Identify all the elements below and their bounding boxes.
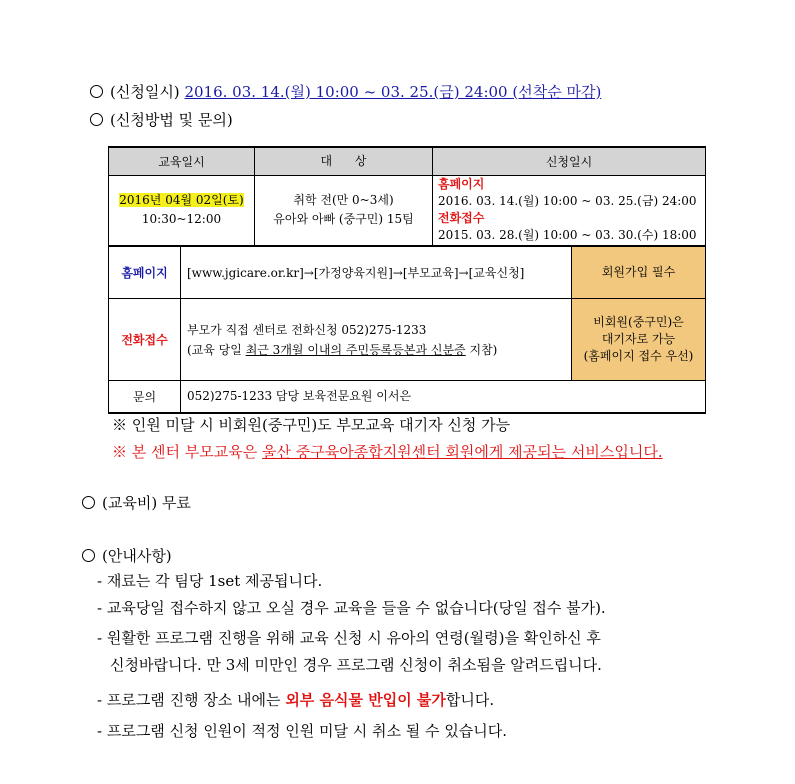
guide-item-1: - 재료는 각 팀당 1set 제공됩니다. xyxy=(97,572,323,590)
edu-datetime xyxy=(109,175,255,246)
guide-item-4-pre: - 프로그램 진행 장소 내에는 xyxy=(97,691,286,709)
homepage-period-label: 홈페이지 xyxy=(438,177,485,192)
fee-label: (교육비) 무료 xyxy=(102,494,191,512)
target-line2: 유아와 아빠 (중구민) 15팀 xyxy=(273,212,414,227)
info-row-inquiry xyxy=(109,381,706,413)
info-table xyxy=(108,246,706,414)
homepage-path: [www.jgicare.or.kr]→[가정양육지원]→[부모교육]→[교육신청] xyxy=(181,247,572,299)
note-2 xyxy=(112,441,663,462)
circle-bullet-icon xyxy=(90,113,103,126)
phone-line2-pre: (교육 당일 xyxy=(187,342,246,357)
header-target: 대 상 xyxy=(255,147,433,175)
header-date: 교육일시 xyxy=(109,147,255,175)
application-label: (신청일시) xyxy=(110,83,180,101)
phone-period-label: 전화접수 xyxy=(438,211,485,226)
homepage-period: 2016. 03. 14.(월) 10:00 ~ 03. 25.(금) 24:00 xyxy=(438,194,697,209)
phone-note xyxy=(572,299,706,381)
note-2-underlined: 울산 중구육아종합지원센터 회원에게 제공되는 서비스입니다. xyxy=(262,443,663,461)
phone-period: 2015. 03. 28.(월) 10:00 ~ 03. 30.(수) 18:00 xyxy=(438,228,697,243)
header-period: 신청일시 xyxy=(433,147,706,175)
guide-item-4-post: 합니다. xyxy=(445,691,495,709)
edu-date: 2016년 04월 02일(토) xyxy=(119,193,244,208)
phone-note-1: 비회원(중구민)은 xyxy=(593,315,684,329)
inquiry-text: 052)275-1233 담당 보육전문요원 이서은 xyxy=(181,381,706,413)
phone-desc xyxy=(181,299,572,381)
info-row-homepage xyxy=(109,247,706,299)
phone-line2-required: 최근 3개월 이내의 주민등록등본과 신분증 xyxy=(245,342,466,357)
guide-label: (안내사항) xyxy=(102,547,172,565)
guide-item-3-line2: 신청바랍니다. 만 3세 미만인 경우 프로그램 신청이 취소됨을 알려드립니다. xyxy=(110,656,602,674)
phone-line2-post: 지참) xyxy=(465,342,498,357)
target-line1: 취학 전(만 0~3세) xyxy=(293,193,394,208)
circle-bullet-icon xyxy=(90,85,103,98)
note-1: ※ 인원 미달 시 비회원(중구민)도 부모교육 대기자 신청 가능 xyxy=(112,416,511,434)
edu-time: 10:30~12:00 xyxy=(141,212,222,227)
circle-bullet-icon xyxy=(82,496,95,509)
circle-bullet-icon xyxy=(82,549,95,562)
schedule-table xyxy=(108,146,706,246)
inquiry-label: 문의 xyxy=(109,381,181,413)
method-label: (신청방법 및 문의) xyxy=(110,111,233,129)
note-2-pre: ※ 본 센터 부모교육은 xyxy=(112,443,262,461)
phone-label: 전화접수 xyxy=(109,299,181,381)
phone-note-3: (홈페이지 접수 우선) xyxy=(583,349,694,363)
method-line xyxy=(90,109,233,130)
phone-note-2: 대기자로 가능 xyxy=(601,332,676,346)
schedule-row xyxy=(109,175,706,246)
guide-item-5: - 프로그램 신청 인원이 적정 인원 미달 시 취소 될 수 있습니다. xyxy=(97,722,508,740)
guide-item-4 xyxy=(97,689,494,710)
guide-line xyxy=(82,545,172,566)
fee-line xyxy=(82,492,191,513)
guide-item-2: - 교육당일 접수하지 않고 오실 경우 교육을 들을 수 없습니다(당일 접수 불가). xyxy=(97,599,606,617)
application-line xyxy=(90,81,601,102)
schedule-header-row xyxy=(109,147,706,175)
application-period: 2016. 03. 14.(월) 10:00 ~ 03. 25.(금) 24:00 (선착순 마감) xyxy=(184,83,602,101)
homepage-label: 홈페이지 xyxy=(109,247,181,299)
apply-period xyxy=(433,175,706,246)
guide-item-4-warning: 외부 음식물 반입이 불가 xyxy=(285,691,446,709)
phone-line1: 부모가 직접 센터로 전화신청 052)275-1233 xyxy=(187,322,427,337)
homepage-note: 회원가입 필수 xyxy=(572,247,706,299)
edu-target xyxy=(255,175,433,246)
info-row-phone xyxy=(109,299,706,381)
guide-item-3-line1: - 원활한 프로그램 진행을 위해 교육 신청 시 유아의 연령(월령)을 확인하신 후 xyxy=(97,629,601,647)
